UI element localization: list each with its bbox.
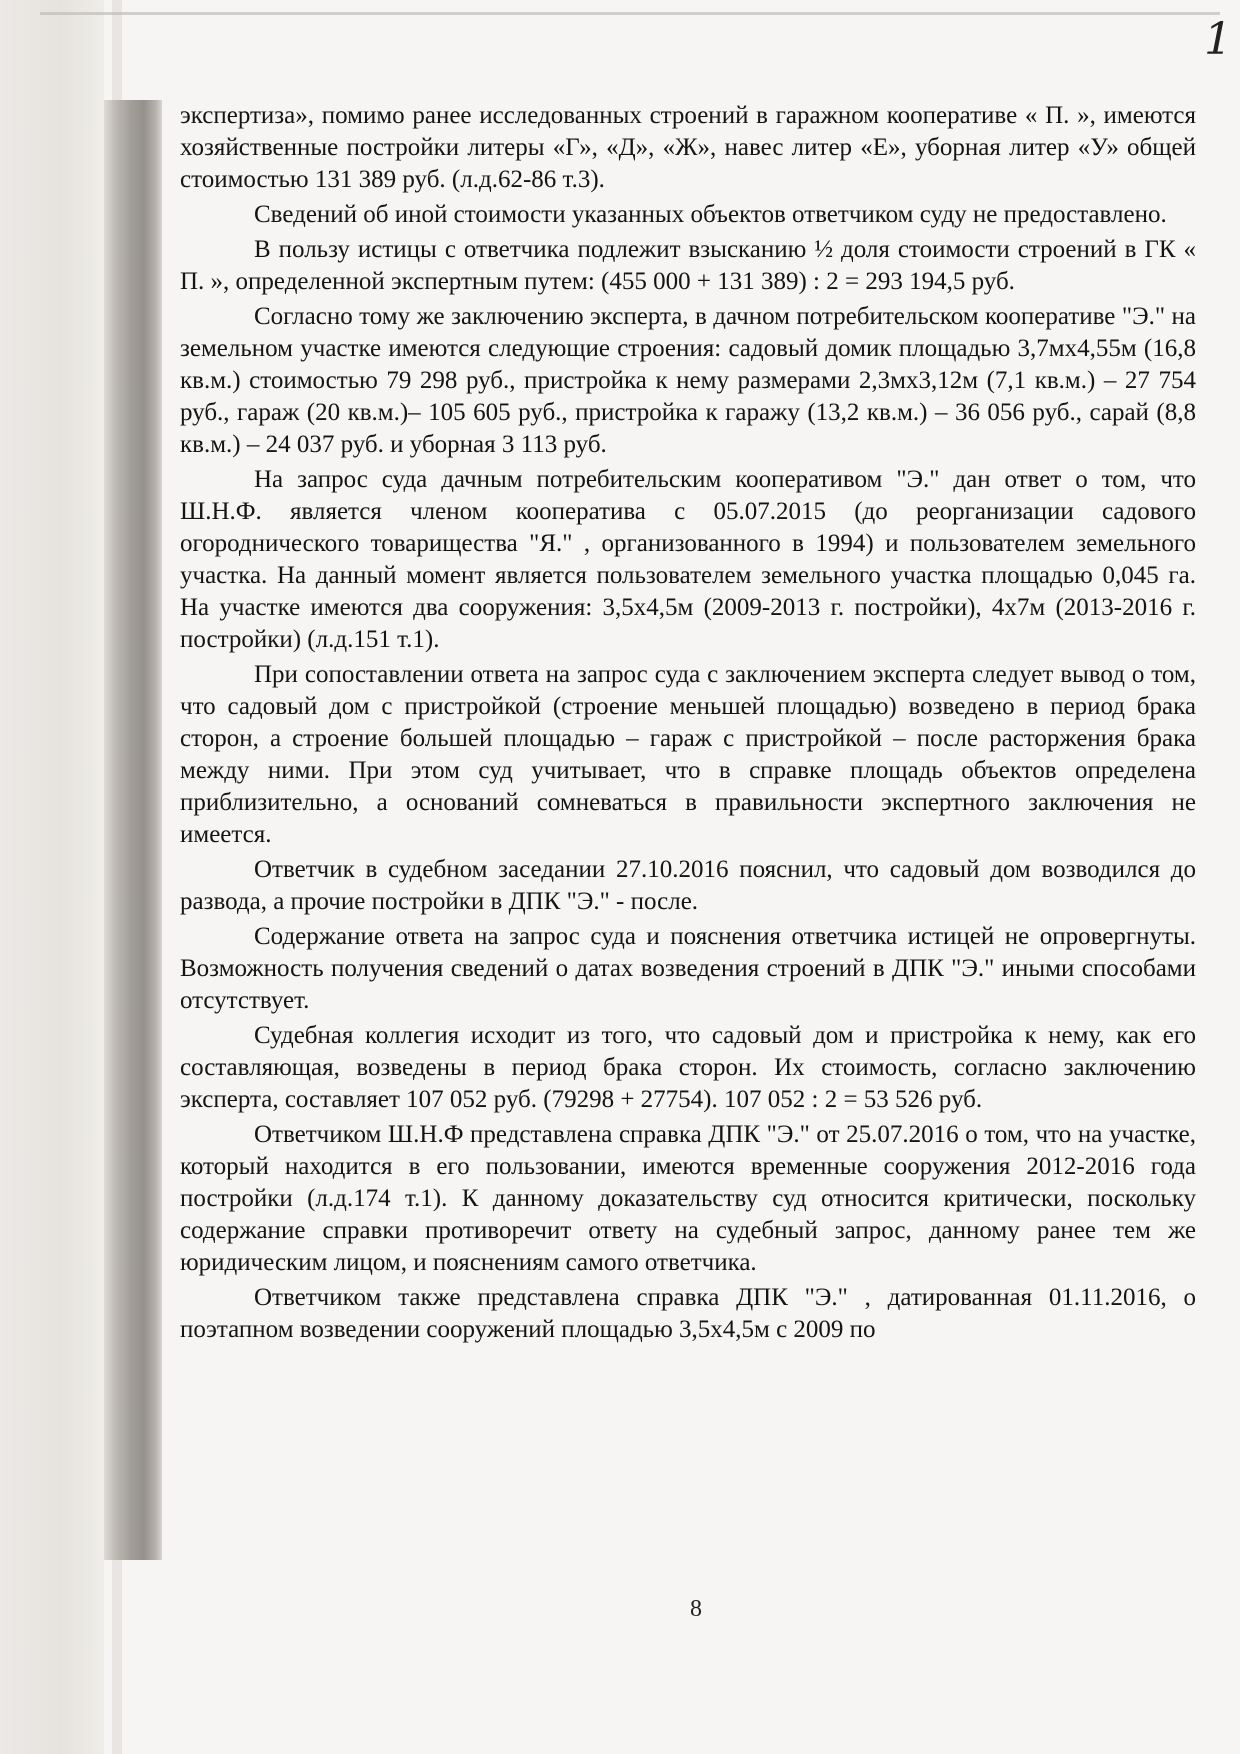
paragraph-1: экспертиза», помимо ранее исследованных строений в гаражном кооперативе « П. », имеются хозяйственные постройки литеры «Г», «Д», «Ж», навес литер «Е», уборная литер «У» общей стоимостью 131 389 руб. (л.д.62-86 т.3). xyxy=(180,102,1196,193)
paragraph-6: При сопоставлении ответа на запрос суда с заключением эксперта следует вывод о том, что садовый дом с пристройкой (строение меньшей площадью) возведено в период брака сторон, а строение большей площадью – гараж с пристройкой – после расторжения брака между ними. При этом суд учитывает, что в справке площадь объектов определена приблизительно, а оснований сомневаться в правильности экспертного заключения не имеется. xyxy=(180,661,1196,848)
paragraph-9: Судебная коллегия исходит из того, что садовый дом и пристройка к нему, как его составляющая, возведены в период брака сторон. Их стоимость, согласно заключению эксперта, составляет 107 052 руб. (79298 + 27754). 107 052 : 2 = 53 526 руб. xyxy=(180,1022,1196,1113)
paragraph-5: На запрос суда дачным потребительским кооперативом "Э." дан ответ о том, что Ш.Н.Ф. является членом кооператива с 05.07.2015 (до реорганизации садового огороднического товарищества "Я." , организованного в 1994) и пользователем земельного участка. На данный момент является пользователем земельного участка площадью 0,045 га. На участке имеются два сооружения: 3,5х4,5м (2009-2013 г. постройки), 4х7м (2013-2016 г. постройки) (л.д.151 т.1). xyxy=(180,466,1196,653)
paragraph-11: Ответчиком также представлена справка ДПК "Э." , датированная 01.11.2016, о поэтапном возведении сооружений площадью 3,5х4,5м с 2009 по xyxy=(180,1284,1196,1343)
body-text xyxy=(180,100,1196,1349)
paragraph-10: Ответчиком Ш.Н.Ф представлена справка ДПК "Э." от 25.07.2016 о том, что на участке, который находится в его пользовании, имеются временные сооружения 2012-2016 года постройки (л.д.174 т.1). К данному доказательству суд относится критически, поскольку содержание справки противоречит ответу на судебный запрос, данному ранее тем же юридическим лицом, и пояснениям самого ответчика. xyxy=(180,1121,1196,1276)
corner-handwritten-mark: 1 xyxy=(1204,14,1232,65)
paragraph-7: Ответчик в судебном заседании 27.10.2016 пояснил, что садовый дом возводился до развода, а прочие постройки в ДПК "Э." - после. xyxy=(180,856,1196,915)
paragraph-2: Сведений об иной стоимости указанных объектов ответчиком суду не предоставлено. xyxy=(254,201,1167,228)
paragraph-4: Согласно тому же заключению эксперта, в дачном потребительском кооперативе "Э." на земельном участке имеются следующие строения: садовый домик площадью 3,7мх4,55м (16,8 кв.м.) стоимостью 79 298 руб., пристройка к нему размерами 2,3мх3,12м (7,1 кв.м.) – 27 754 руб., гараж (20 кв.м.)– 105 605 руб., пристройка к гаражу (13,2 кв.м.) – 36 056 руб., сарай (8,8 кв.м.) – 24 037 руб. и уборная 3 113 руб. xyxy=(180,303,1196,458)
page-number: 8 xyxy=(690,1596,702,1622)
binding-shadow xyxy=(104,100,162,1560)
scan-edge-line xyxy=(40,12,1220,15)
paragraph-8: Содержание ответа на запрос суда и пояснения ответчика истицей не опровергнуты. Возможность получения сведений о датах возведения строений в ДПК "Э." иными способами отсутствует. xyxy=(180,923,1196,1014)
left-margin xyxy=(0,0,104,1754)
paragraph-3: В пользу истицы с ответчика подлежит взысканию ½ доля стоимости строений в ГК « П. », определенной экспертным путем: (455 000 + 131 389) : 2 = 293 194,5 руб. xyxy=(180,236,1196,295)
